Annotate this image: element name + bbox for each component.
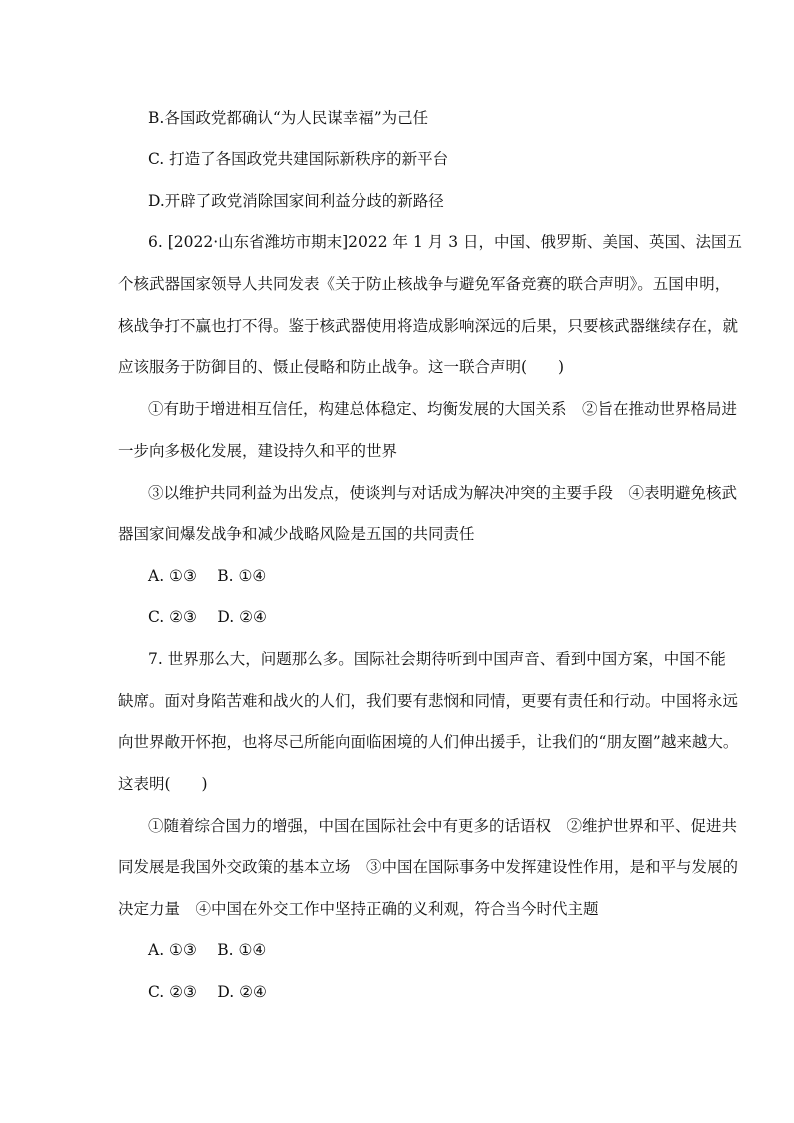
question-7-options-cd: C. ②③ D. ②④ [148, 983, 267, 1001]
question-7-line-4: 这表明( ) [118, 775, 208, 793]
question-6-statement-2: ③以维护共同利益为出发点，使谈判与对话成为解决冲突的主要手段 ④表明避免核武 [148, 484, 738, 502]
question-6-statement-1-cont: 一步向多极化发展，建设持久和平的世界 [118, 442, 398, 460]
question-6-statement-2-cont: 器国家间爆发战争和减少战略风险是五国的共同责任 [118, 525, 475, 543]
question-7-line-2: 缺席。面对身陷苦难和战火的人们，我们要有悲悯和同情，更要有责任和行动。中国将永远 [118, 692, 739, 710]
question-7-statement-2: 同发展是我国外交政策的基本立场 ③中国在国际事务中发挥建设性作用，是和平与发展的 [118, 858, 739, 876]
option-c-prev: C. 打造了各国政党共建国际新秩序的新平台 [148, 150, 449, 168]
question-6-line-4: 应该服务于防御目的、慑止侵略和防止战争。这一联合声明( ) [118, 358, 565, 376]
question-6-options-ab: A. ①③ B. ①④ [148, 567, 267, 585]
option-b-prev: B.各国政党都确认“为人民谋幸福”为己任 [148, 109, 429, 127]
question-6-line-3: 核战争打不赢也打不得。鉴于核武器使用将造成影响深远的后果，只要核武器继续存在，就 [118, 317, 739, 335]
question-7-line-1: 7. 世界那么大，问题那么多。国际社会期待听到中国声音、看到中国方案，中国不能 [148, 650, 726, 668]
question-6-line-1: 6. [2022·山东省潍坊市期末]2022 年 1 月 3 日，中国、俄罗斯、美国、英国、法国五 [148, 233, 742, 251]
question-7-options-ab: A. ①③ B. ①④ [148, 941, 267, 959]
question-6-line-2: 个核武器国家领导人共同发表《关于防止核战争与避免军备竞赛的联合声明》。五国申明， [118, 275, 731, 293]
question-7-statement-3: 决定力量 ④中国在外交工作中坚持正确的义利观，符合当今时代主题 [118, 900, 599, 918]
question-6-statement-1: ①有助于增进相互信任，构建总体稳定、均衡发展的大国关系 ②旨在推动世界格局进 [148, 400, 738, 418]
question-7-line-3: 向世界敞开怀抱，也将尽己所能向面临困境的人们伸出援手，让我们的“朋友圈”越来越大。 [118, 733, 739, 751]
option-d-prev: D.开辟了政党消除国家间利益分歧的新路径 [148, 192, 444, 210]
question-6-options-cd: C. ②③ D. ②④ [148, 608, 267, 626]
question-7-statement-1: ①随着综合国力的增强，中国在国际社会中有更多的话语权 ②维护世界和平、促进共 [148, 817, 738, 835]
